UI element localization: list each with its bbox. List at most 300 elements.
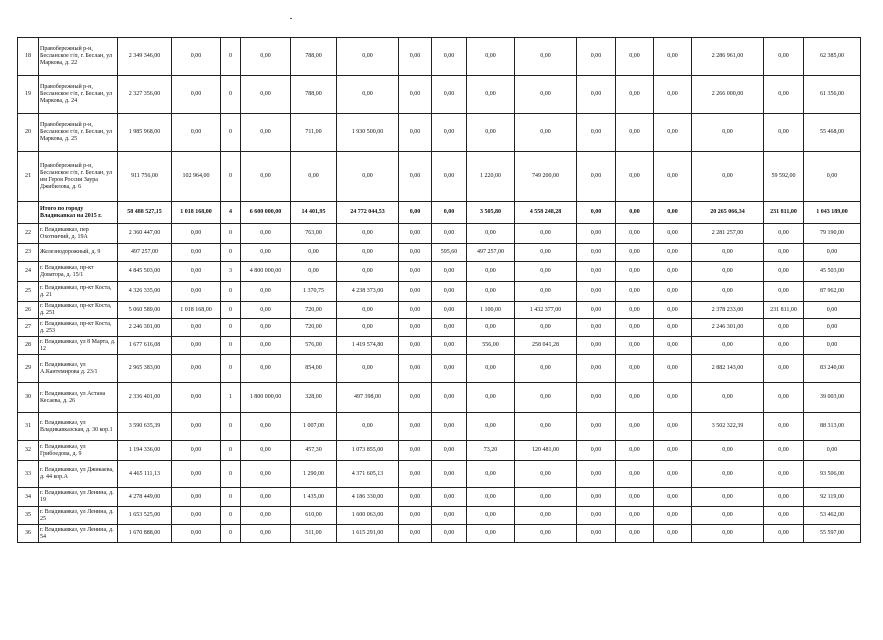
value-cell: 0,00 (577, 76, 616, 114)
row-number: 23 (18, 244, 39, 262)
value-cell: 0,00 (399, 319, 432, 337)
value-cell: 0,00 (172, 262, 221, 282)
row-number: 25 (18, 282, 39, 302)
value-cell: 0,00 (399, 488, 432, 507)
value-cell: 4 558 248,28 (515, 202, 577, 224)
value-cell: 0,00 (692, 461, 764, 488)
value-cell: 0,00 (654, 244, 692, 262)
value-cell: 0,00 (804, 302, 861, 319)
table-row (18, 507, 861, 525)
row-number: 18 (18, 38, 39, 76)
value-cell: 0,00 (399, 152, 432, 202)
row-number: 21 (18, 152, 39, 202)
value-cell: 0,00 (764, 507, 804, 525)
value-cell: 3 (221, 262, 241, 282)
table-row (18, 262, 861, 282)
row-number: 35 (18, 507, 39, 525)
value-cell: 0,00 (515, 76, 577, 114)
value-cell: 0,00 (616, 76, 654, 114)
value-cell: 0,00 (654, 337, 692, 355)
value-cell: 0,00 (172, 114, 221, 152)
value-cell: 0,00 (616, 355, 654, 383)
value-cell: 0,00 (432, 38, 467, 76)
value-cell: 3 505,80 (467, 202, 515, 224)
row-number: 24 (18, 262, 39, 282)
value-cell: 0,00 (432, 319, 467, 337)
value-cell: 0,00 (399, 383, 432, 413)
value-cell: 0,00 (616, 244, 654, 262)
value-cell: 0,00 (467, 525, 515, 543)
table-row (18, 355, 861, 383)
value-cell: 0,00 (399, 244, 432, 262)
row-number (18, 202, 39, 224)
value-cell: 0,00 (432, 76, 467, 114)
value-cell: 0,00 (654, 152, 692, 202)
value-cell: 457,30 (291, 441, 337, 461)
value-cell: 24 772 044,53 (337, 202, 399, 224)
value-cell: 73,20 (467, 441, 515, 461)
value-cell: 0,00 (241, 152, 291, 202)
value-cell: 0,00 (337, 76, 399, 114)
row-number: 36 (18, 525, 39, 543)
value-cell: 0,00 (432, 282, 467, 302)
value-cell: 2 882 143,00 (692, 355, 764, 383)
value-cell: 0,00 (577, 461, 616, 488)
value-cell: 0,00 (616, 413, 654, 441)
value-cell: 1 043 189,00 (804, 202, 861, 224)
row-number: 29 (18, 355, 39, 383)
value-cell: 0,00 (515, 244, 577, 262)
value-cell: 4 371 605,13 (337, 461, 399, 488)
value-cell: 0,00 (467, 413, 515, 441)
value-cell: 0,00 (337, 262, 399, 282)
value-cell: 0,00 (515, 355, 577, 383)
value-cell: 0,00 (577, 38, 616, 76)
value-cell: 0,00 (654, 319, 692, 337)
value-cell: 0,00 (654, 224, 692, 244)
address-cell: Правобережный р-н, Бесланское г/п, г. Беслан, ул Маркова, д. 22 (39, 38, 118, 76)
row-number: 20 (18, 114, 39, 152)
value-cell: 2 246 301,00 (118, 319, 172, 337)
value-cell: 0,00 (432, 441, 467, 461)
value-cell: 2 281 257,00 (692, 224, 764, 244)
value-cell: 0,00 (654, 262, 692, 282)
value-cell: 0,00 (654, 488, 692, 507)
value-cell: 0,00 (432, 525, 467, 543)
value-cell: 6 600 000,00 (241, 202, 291, 224)
value-cell: 0,00 (241, 302, 291, 319)
value-cell: 0,00 (241, 525, 291, 543)
value-cell: 0,00 (616, 114, 654, 152)
address-cell: г. Владикавказ, ул Ленина, д. 54 (39, 525, 118, 543)
row-number: 22 (18, 224, 39, 244)
address-cell: г. Владикавказ, ул А.Кантемирова д. 23/1 (39, 355, 118, 383)
value-cell: 0,00 (172, 337, 221, 355)
value-cell: 0,00 (241, 244, 291, 262)
value-cell: 0,00 (241, 337, 291, 355)
value-cell: 0,00 (172, 282, 221, 302)
value-cell: 0,00 (337, 38, 399, 76)
address-cell: г. Владикавказ, ул 8 Марта, д. 12 (39, 337, 118, 355)
value-cell: 0,00 (172, 461, 221, 488)
value-cell: 0,00 (241, 38, 291, 76)
value-cell: 0,00 (616, 441, 654, 461)
value-cell: 0,00 (654, 202, 692, 224)
value-cell: 711,00 (291, 114, 337, 152)
address-cell: Правобережный р-н, Бесланское г/п, г. Беслан, ул Маркова, д. 25 (39, 114, 118, 152)
value-cell: 0,00 (764, 461, 804, 488)
address-cell: г. Владикавказ, ул Ленина, д. 19 (39, 488, 118, 507)
value-cell: 0,00 (692, 262, 764, 282)
value-cell: 0,00 (467, 383, 515, 413)
value-cell: 1 (221, 383, 241, 413)
value-cell: 0,00 (515, 114, 577, 152)
value-cell: 0,00 (654, 413, 692, 441)
value-cell: 0,00 (616, 507, 654, 525)
value-cell: 0,00 (616, 337, 654, 355)
table-row (18, 383, 861, 413)
row-number: 27 (18, 319, 39, 337)
value-cell: 0,00 (764, 525, 804, 543)
value-cell: 0,00 (241, 224, 291, 244)
value-cell: 55 597,00 (804, 525, 861, 543)
table-row (18, 461, 861, 488)
value-cell: 0,00 (577, 202, 616, 224)
value-cell: 0,00 (577, 383, 616, 413)
value-cell: 0 (221, 38, 241, 76)
value-cell: 720,00 (291, 319, 337, 337)
row-number: 28 (18, 337, 39, 355)
value-cell: 0,00 (692, 244, 764, 262)
value-cell: 0,00 (241, 441, 291, 461)
value-cell: 0,00 (399, 38, 432, 76)
value-cell: 0,00 (692, 282, 764, 302)
value-cell: 0,00 (172, 224, 221, 244)
address-cell: Правобережный р-н, Бесланское г/п, г. Беслан, ул им Героя России Заура Джибилова, д. 6 (39, 152, 118, 202)
value-cell: 2 378 233,00 (692, 302, 764, 319)
value-cell: 0,00 (577, 302, 616, 319)
value-cell: 102 964,00 (172, 152, 221, 202)
value-cell: 2 360 447,00 (118, 224, 172, 244)
value-cell: 0,00 (654, 461, 692, 488)
value-cell: 0,00 (241, 282, 291, 302)
value-cell: 0,00 (577, 152, 616, 202)
value-cell: 0,00 (577, 319, 616, 337)
value-cell: 0,00 (692, 488, 764, 507)
value-cell: 0,00 (616, 383, 654, 413)
value-cell: 258 041,28 (515, 337, 577, 355)
table-row (18, 302, 861, 319)
value-cell: 1 800 000,00 (241, 383, 291, 413)
value-cell: 0,00 (432, 461, 467, 488)
address-cell: г. Владикавказ, пр-кт Доватора, д. 15/1 (39, 262, 118, 282)
value-cell: 0,00 (467, 76, 515, 114)
value-cell: 0,00 (467, 262, 515, 282)
table-row (18, 337, 861, 355)
value-cell: 0,00 (337, 244, 399, 262)
value-cell: 0,00 (432, 262, 467, 282)
value-cell: 0,00 (515, 383, 577, 413)
value-cell: 4 278 449,00 (118, 488, 172, 507)
value-cell: 0,00 (577, 413, 616, 441)
value-cell: 0 (221, 507, 241, 525)
table-body (18, 38, 861, 543)
value-cell: 0,00 (172, 507, 221, 525)
value-cell: 0,00 (172, 355, 221, 383)
value-cell: 0,00 (467, 461, 515, 488)
value-cell: 0,00 (337, 224, 399, 244)
value-cell: 0 (221, 244, 241, 262)
address-cell: г. Владикавказ, ул Джикаева, д. 44 кор.А (39, 461, 118, 488)
value-cell: 39 003,00 (804, 383, 861, 413)
scan-speck (290, 18, 292, 19)
value-cell: 0,00 (577, 114, 616, 152)
value-cell: 0,00 (654, 441, 692, 461)
address-cell: г. Владикавказ, пер Охотничий, д. 19А (39, 224, 118, 244)
value-cell: 0,00 (467, 114, 515, 152)
value-cell: 0,00 (692, 337, 764, 355)
value-cell: 0 (221, 355, 241, 383)
table-row (18, 114, 861, 152)
value-cell: 0,00 (241, 76, 291, 114)
value-cell: 0,00 (241, 114, 291, 152)
value-cell: 45 503,00 (804, 262, 861, 282)
table-row (18, 76, 861, 114)
address-cell: г. Владикавказ, ул Ленина, д. 25 (39, 507, 118, 525)
value-cell: 610,00 (291, 507, 337, 525)
value-cell: 0,00 (692, 507, 764, 525)
value-cell: 0,00 (172, 76, 221, 114)
address-cell: г. Владикавказ, ул Владикавказская, д. 30 кор.1 (39, 413, 118, 441)
value-cell: 2 266 000,00 (692, 76, 764, 114)
value-cell: 0,00 (241, 319, 291, 337)
value-cell: 0,00 (616, 488, 654, 507)
value-cell: 0,00 (764, 441, 804, 461)
value-cell: 0,00 (515, 282, 577, 302)
value-cell: 0,00 (654, 76, 692, 114)
value-cell: 0,00 (399, 337, 432, 355)
value-cell: 1 985 968,00 (118, 114, 172, 152)
value-cell: 3 590 635,39 (118, 413, 172, 441)
value-cell: 0 (221, 224, 241, 244)
value-cell: 83 240,00 (804, 355, 861, 383)
value-cell: 62 385,00 (804, 38, 861, 76)
value-cell: 0 (221, 282, 241, 302)
value-cell: 0,00 (172, 244, 221, 262)
value-cell: 0,00 (399, 114, 432, 152)
row-number: 30 (18, 383, 39, 413)
value-cell: 0,00 (291, 244, 337, 262)
value-cell: 55 468,00 (804, 114, 861, 152)
value-cell: 3 502 322,39 (692, 413, 764, 441)
value-cell: 14 401,95 (291, 202, 337, 224)
value-cell: 93 506,00 (804, 461, 861, 488)
value-cell: 0,00 (172, 441, 221, 461)
address-cell: г. Владикавказ, пр-кт Коста, д. 251 (39, 302, 118, 319)
value-cell: 0,00 (432, 507, 467, 525)
value-cell: 1 615 291,00 (337, 525, 399, 543)
value-cell: 0,00 (467, 355, 515, 383)
value-cell: 0,00 (172, 319, 221, 337)
value-cell: 0,00 (399, 202, 432, 224)
value-cell: 763,00 (291, 224, 337, 244)
value-cell: 2 286 961,00 (692, 38, 764, 76)
row-number: 33 (18, 461, 39, 488)
value-cell: 0 (221, 461, 241, 488)
value-cell: 749 200,00 (515, 152, 577, 202)
value-cell: 0,00 (432, 224, 467, 244)
value-cell: 0,00 (467, 507, 515, 525)
value-cell: 0,00 (515, 262, 577, 282)
value-cell: 0,00 (399, 413, 432, 441)
value-cell: 0 (221, 441, 241, 461)
value-cell: 0,00 (172, 383, 221, 413)
value-cell: 0,00 (291, 262, 337, 282)
row-number: 32 (18, 441, 39, 461)
value-cell: 4 238 373,00 (337, 282, 399, 302)
value-cell: 0,00 (692, 441, 764, 461)
table-row (18, 525, 861, 543)
value-cell: 0,00 (399, 355, 432, 383)
value-cell: 0,00 (654, 114, 692, 152)
value-cell: 0,00 (241, 355, 291, 383)
value-cell: 1 419 574,80 (337, 337, 399, 355)
value-cell: 2 246 301,00 (692, 319, 764, 337)
value-cell: 0,00 (616, 262, 654, 282)
value-cell: 0,00 (432, 202, 467, 224)
value-cell: 4 186 330,00 (337, 488, 399, 507)
value-cell: 497 257,00 (118, 244, 172, 262)
value-cell: 1 435,00 (291, 488, 337, 507)
value-cell: 0,00 (399, 461, 432, 488)
value-cell: 0,00 (692, 383, 764, 413)
value-cell: 328,00 (291, 383, 337, 413)
value-cell: 0,00 (692, 152, 764, 202)
value-cell: 0 (221, 337, 241, 355)
value-cell: 0,00 (616, 224, 654, 244)
value-cell: 0,00 (804, 152, 861, 202)
value-cell: 88 313,00 (804, 413, 861, 441)
value-cell: 0,00 (515, 488, 577, 507)
value-cell: 0,00 (804, 244, 861, 262)
value-cell: 0,00 (654, 302, 692, 319)
row-number: 31 (18, 413, 39, 441)
value-cell: 0 (221, 152, 241, 202)
value-cell: 20 265 066,34 (692, 202, 764, 224)
value-cell: 1 600 063,00 (337, 507, 399, 525)
value-cell: 0,00 (432, 488, 467, 507)
value-cell: 0,00 (577, 507, 616, 525)
value-cell: 0 (221, 488, 241, 507)
value-cell: 0,00 (764, 114, 804, 152)
value-cell: 0,00 (432, 302, 467, 319)
value-cell: 120 481,00 (515, 441, 577, 461)
value-cell: 0,00 (577, 262, 616, 282)
value-cell: 2 349 346,00 (118, 38, 172, 76)
value-cell: 0,00 (467, 38, 515, 76)
value-cell: 0,00 (172, 413, 221, 441)
value-cell: 497 398,00 (337, 383, 399, 413)
value-cell: 0,00 (764, 38, 804, 76)
value-cell: 854,00 (291, 355, 337, 383)
value-cell: 0,00 (804, 319, 861, 337)
value-cell: 0,00 (291, 152, 337, 202)
value-cell: 0 (221, 302, 241, 319)
value-cell: 0,00 (654, 38, 692, 76)
value-cell: 0,00 (616, 202, 654, 224)
value-cell: 0,00 (764, 355, 804, 383)
value-cell: 1 432 377,00 (515, 302, 577, 319)
value-cell: 0,00 (172, 488, 221, 507)
value-cell: 1 194 336,00 (118, 441, 172, 461)
value-cell: 0,00 (432, 114, 467, 152)
value-cell: 0,00 (515, 461, 577, 488)
value-cell: 0,00 (515, 413, 577, 441)
value-cell: 0,00 (399, 282, 432, 302)
value-cell: 0,00 (616, 302, 654, 319)
value-cell: 0,00 (764, 319, 804, 337)
value-cell: 2 327 356,00 (118, 76, 172, 114)
value-cell: 0,00 (432, 413, 467, 441)
value-cell: 0,00 (241, 413, 291, 441)
value-cell: 0,00 (577, 525, 616, 543)
value-cell: 1 073 855,00 (337, 441, 399, 461)
value-cell: 0,00 (764, 282, 804, 302)
value-cell: 0,00 (432, 383, 467, 413)
value-cell: 0,00 (616, 152, 654, 202)
value-cell: 0,00 (577, 244, 616, 262)
value-cell: 4 845 503,00 (118, 262, 172, 282)
value-cell: 0,00 (241, 461, 291, 488)
row-number: 34 (18, 488, 39, 507)
table-row (18, 152, 861, 202)
value-cell: 0,00 (577, 488, 616, 507)
value-cell: 0,00 (515, 525, 577, 543)
value-cell: 53 462,00 (804, 507, 861, 525)
value-cell: 2 336 401,00 (118, 383, 172, 413)
value-cell: 0,00 (692, 525, 764, 543)
value-cell: 0,00 (432, 337, 467, 355)
value-cell: 1 018 168,00 (172, 202, 221, 224)
value-cell: 0,00 (399, 302, 432, 319)
table-row (18, 38, 861, 76)
value-cell: 4 326 335,00 (118, 282, 172, 302)
address-cell: Железнодорожный, д. 9 (39, 244, 118, 262)
value-cell: 556,00 (467, 337, 515, 355)
value-cell: 0,00 (764, 337, 804, 355)
value-cell: 58 488 527,15 (118, 202, 172, 224)
value-cell: 0,00 (616, 282, 654, 302)
value-cell: 0,00 (654, 525, 692, 543)
value-cell: 911 756,00 (118, 152, 172, 202)
value-cell: 0,00 (432, 152, 467, 202)
value-cell: 0,00 (172, 38, 221, 76)
row-number: 19 (18, 76, 39, 114)
value-cell: 87 962,00 (804, 282, 861, 302)
value-cell: 0,00 (515, 224, 577, 244)
value-cell: 0,00 (616, 38, 654, 76)
value-cell: 0,00 (467, 282, 515, 302)
value-cell: 1 018 168,00 (172, 302, 221, 319)
value-cell: 0,00 (467, 488, 515, 507)
address-cell: г. Владикавказ, ул Грибоедова, д. 9 (39, 441, 118, 461)
value-cell: 1 100,00 (467, 302, 515, 319)
table-row (18, 319, 861, 337)
value-cell: 4 (221, 202, 241, 224)
value-cell: 231 811,00 (764, 302, 804, 319)
value-cell: 0,00 (337, 355, 399, 383)
value-cell: 0,00 (654, 282, 692, 302)
